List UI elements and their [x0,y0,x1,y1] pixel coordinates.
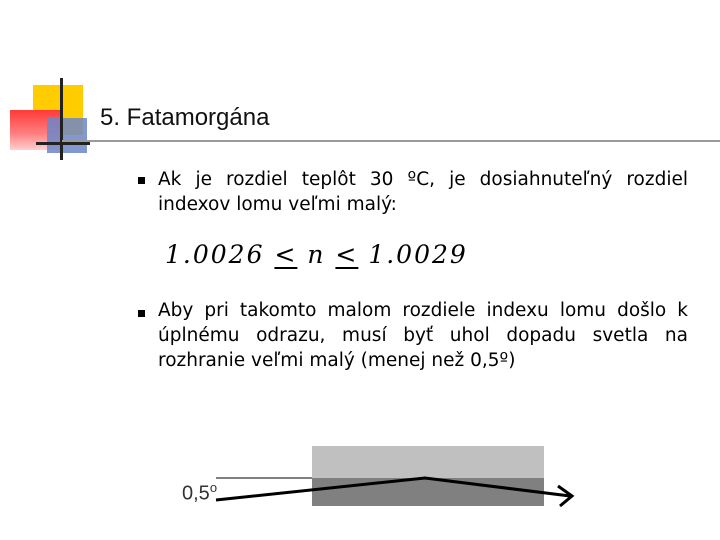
angle-label [182,480,217,506]
slide-title: 5. Fatamorgána [100,104,270,131]
bullet-text-1: Ak je rozdiel teplôt 30 ºC, je dosiahnuteľný rozdiel indexov lomu veľmi malý: [158,169,688,215]
bullet-text-2: Aby pri takomto malom rozdiele indexu lomu došlo k úplnému odrazu, musí byť uhol dopadu svetla na rozhranie veľmi malý (menej než 0,5º) [158,300,688,371]
horizontal-accent-line [36,142,90,145]
formula-operator: < [274,240,298,269]
angle-value: 0,5 [182,482,210,505]
title-underline [62,140,720,142]
upper-layer [312,446,544,478]
formula-left-value: 1.0026 [165,240,265,269]
vertical-accent-line [60,78,63,160]
bullet-marker [138,177,145,184]
total-reflection-diagram [170,440,590,520]
blue-square [47,118,87,153]
formula-right-value: 1.0029 [368,240,468,269]
bullet-marker [138,310,145,317]
refractive-index-formula [165,240,468,269]
formula-variable: n [307,240,326,269]
lower-layer [312,478,544,506]
degree-mark: o [209,480,218,495]
formula-operator: < [335,240,359,269]
